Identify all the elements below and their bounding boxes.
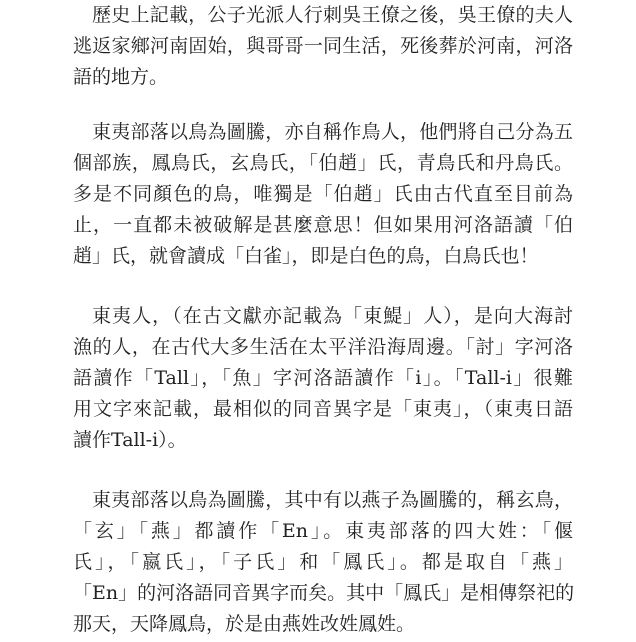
text-line: 用文字來記載，最相似的同音異字是「東夷」，（東夷日語 (73, 398, 573, 420)
text-line: 讀作Tall-i）。 (73, 429, 187, 451)
text-line: 語讀作「Tall」，「魚」字河洛語讀作「i」。「Tall-i」很難 (73, 367, 573, 389)
text-line: 東夷部落以鳥為圖騰，亦自稱作鳥人，他們將自己分為五 (92, 121, 573, 143)
text-line: 「En」的河洛語同音異字而矣。其中「鳳氏」是相傳祭祀的 (73, 582, 575, 604)
paragraph-swallow-totem (73, 485, 573, 640)
text-line: 多是不同顏色的鳥，唯獨是「伯趙」氏由古代直至目前為 (73, 183, 573, 205)
text-line: 氏」，「嬴氏」，「子氏」和「鳳氏」。都是取自「燕」 (73, 551, 573, 573)
text-line: 東夷人，（在古文獻亦記載為「東鯷」人），是向大海討 (92, 305, 573, 327)
text-line: 東夷部落以鳥為圖騰，其中有以燕子為圖騰的，稱玄鳥， (92, 489, 573, 511)
text-line: 歷史上記載，公子光派人行刺吳王僚之後，吳王僚的夫人 (92, 4, 573, 26)
text-line: 止，一直都未被破解是甚麼意思！但如果用河洛語讀「伯 (73, 214, 573, 236)
text-line: 語的地方。 (73, 66, 169, 88)
paragraph-dongyi-people (73, 301, 573, 456)
text-line: 個部族，鳳鳥氏，玄鳥氏，「伯趙」氏，青鳥氏和丹鳥氏。 (73, 152, 573, 174)
text-line: 那天，天降鳳鳥，於是由燕姓改姓鳳姓。 (73, 613, 416, 635)
text-line: 漁的人，在古代大多生活在太平洋沿海周邊。「討」字河洛 (73, 336, 573, 358)
text-line: 趙」氏，就會讀成「白雀」，即是白色的鳥，白鳥氏也！ (73, 245, 539, 267)
paragraph-wu-king (73, 0, 573, 93)
text-line: 「玄」「燕」都讀作「En」。東夷部落的四大姓：「偃 (73, 520, 573, 542)
text-line: 逃返家鄉河南固始，與哥哥一同生活，死後葬於河南，河洛 (73, 35, 573, 57)
paragraph-bird-totem (73, 117, 573, 272)
